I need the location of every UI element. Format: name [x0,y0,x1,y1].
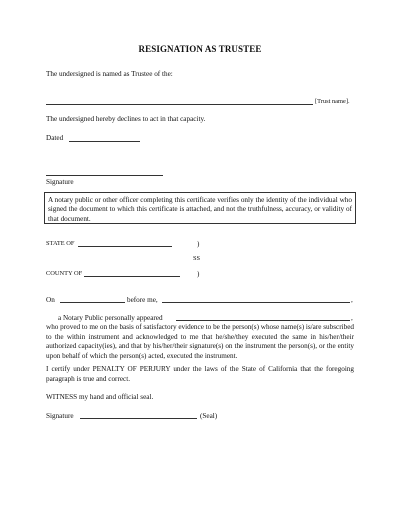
ack-first-line: a Notary Public personally appeared [58,314,163,322]
trust-name-label: [Trust name]. [315,98,350,105]
on-date-line[interactable] [60,302,125,303]
state-label: STATE OF [46,240,75,247]
witness-text: WITNESS my hand and official seal. [46,393,154,401]
officer-name-line[interactable] [162,302,350,303]
declines-text: The undersigned hereby declines to act in that capacity. [46,115,206,123]
seal-label: (Seal) [200,412,218,420]
on-label: On [46,296,55,304]
dated-line[interactable] [69,141,140,142]
signature-label: Signature [46,178,74,186]
ack-paragraph: who proved to me on the basis of satisfactory evidence to be the person(s) whose name(s) is/are subscribed to the within instrument and acknowledged to me that he/she/they executed the same in his/her/their authorized capacity(ies), and that by his/her/their signature(s) on the instrument the person(s), or the entity upon behalf of which the person(s) acted, executed the instrument. [46,323,354,360]
appeared-name-line[interactable] [176,320,350,321]
county-paren: ) [197,270,200,278]
document-title: RESIGNATION AS TRUSTEE [138,44,262,54]
county-label: COUNTY OF [46,270,83,277]
signature-label-2: Signature [46,412,74,420]
comma-2: , [351,314,353,322]
state-line[interactable] [78,246,172,247]
intro-text: The undersigned is named as Trustee of the: [46,70,173,78]
county-line[interactable] [84,276,180,277]
ss-label: SS [193,255,201,262]
state-paren: ) [197,240,200,248]
trust-name-line[interactable] [46,104,313,105]
signature-line[interactable] [46,175,163,176]
perjury-paragraph: I certify under PENALTY OF PERJURY under the laws of the State of California that the foregoing paragraph is true and correct. [46,365,354,383]
dated-label: Dated [46,134,64,142]
notary-signature-line[interactable] [80,418,197,419]
comma-1: , [351,296,353,304]
notary-notice-box: A notary public or other officer completing this certificate verifies only the identity of the individual who signed the document to which this certificate is attached, and not the truthfulness, accuracy, or validity of that document. [44,192,356,224]
before-me-label: before me, [127,296,158,304]
